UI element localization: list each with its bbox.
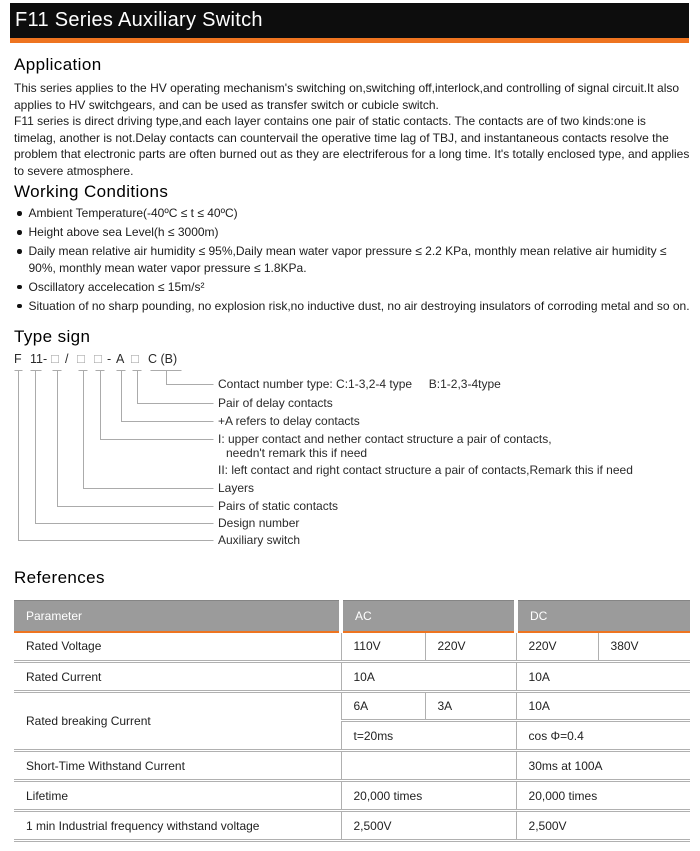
working-condition-item	[14, 224, 690, 241]
cell-value: t=20ms	[341, 721, 516, 751]
cell-value: 10A	[516, 662, 690, 692]
label-design-number: Design number	[218, 516, 300, 530]
application-heading: Application	[14, 55, 102, 74]
references-heading: References	[14, 568, 105, 587]
table-header-row	[14, 601, 690, 632]
cell-param: Short-Time Withstand Current	[14, 751, 341, 781]
label-pair-delay-contacts: Pair of delay contacts	[218, 396, 333, 410]
working-condition-text: Oscillatory accelecation ≤ 15m/s²	[28, 279, 205, 294]
bullet-icon	[17, 304, 22, 309]
formula-token-a: A	[116, 352, 125, 366]
type-sign-diagram	[0, 350, 700, 555]
application-paragraph-2: F11 series is direct driving type,and each layer contains one pair of static contacts. The contacts are of two kinds:one is timelag, another is not.Delay contacts can countervail the operative time lag of TBJ, and instantaneous contacts resolve the problem that electronic parts are often burned out as they are electriferous for a long time. It's totally enclosed type, and applies to severe atmosphere.	[14, 114, 690, 178]
label-structure-i-cont: needn't remark this if need	[226, 446, 368, 460]
formula-token-design: 11-	[30, 352, 48, 366]
title-bar	[10, 3, 689, 38]
bullet-icon	[17, 285, 22, 290]
formula-token-series: F	[14, 352, 22, 366]
cell-value: 30ms at 100A	[516, 751, 690, 781]
label-a-refers-delay: +A refers to delay contacts	[218, 414, 360, 428]
working-conditions-heading: Working Conditions	[14, 182, 169, 201]
cell-value: cos Φ=0.4	[516, 721, 690, 751]
column-header-ac: AC	[341, 601, 516, 632]
bullet-icon	[17, 230, 22, 235]
formula-placeholder-box: □	[51, 351, 59, 366]
table-row-rated-voltage	[14, 632, 690, 662]
working-condition-item	[14, 279, 690, 296]
table-row-short-time	[14, 751, 690, 781]
cell-value: 3A	[425, 692, 516, 721]
cell-param: Rated Voltage	[14, 632, 341, 662]
working-conditions-list	[14, 205, 690, 317]
working-condition-text: Daily mean relative air humidity ≤ 95%,Daily mean water vapor pressure ≤ 2.2 KPa, monthly mean relative air humidity ≤ 90%, monthly mean water vapor pressure ≤ 1.8KPa.	[28, 244, 667, 275]
working-condition-item	[14, 298, 690, 315]
formula-token-dash: -	[107, 352, 112, 366]
column-header-parameter: Parameter	[14, 601, 341, 632]
column-header-dc: DC	[516, 601, 690, 632]
cell-value: 220V	[516, 632, 598, 662]
table-row-rated-breaking-1	[14, 692, 690, 721]
formula-token-slash: /	[65, 352, 69, 366]
table-row-withstand-voltage	[14, 811, 690, 841]
cell-value	[341, 751, 516, 781]
label-pairs-static: Pairs of static contacts	[218, 499, 339, 513]
application-text	[14, 80, 690, 179]
label-structure-i: I: upper contact and nether contact structure a pair of contacts,	[218, 432, 552, 446]
application-paragraph-1: This series applies to the HV operating mechanism's switching on,switching off,interlock,and controlling of signal circuit.It also applies to HV switchgears, and can be used as transfer switch or cubicle switch.	[14, 81, 680, 112]
cell-param: Rated breaking Current	[14, 692, 341, 751]
label-structure-ii: II: left contact and right contact structure a pair of contacts,Remark this if need	[218, 463, 633, 477]
cell-value: 20,000 times	[341, 781, 516, 811]
cell-value: 6A	[341, 692, 425, 721]
cell-param: Lifetime	[14, 781, 341, 811]
working-condition-item	[14, 243, 690, 276]
formula-placeholder-box: □	[94, 351, 102, 366]
label-auxiliary-switch: Auxiliary switch	[218, 533, 301, 547]
working-condition-item	[14, 205, 690, 222]
cell-value: 2,500V	[341, 811, 516, 841]
cell-value: 20,000 times	[516, 781, 690, 811]
title-accent-bar	[10, 38, 689, 43]
working-condition-text: Situation of no sharp pounding, no explosion risk,no inductive dust, no air destroying insulators of corroding metal and so on.	[28, 298, 690, 313]
type-sign-heading: Type sign	[14, 327, 91, 346]
working-condition-text: Ambient Temperature(-40ºC ≤ t ≤ 40ºC)	[28, 206, 238, 220]
label-layers: Layers	[218, 481, 255, 495]
cell-param: 1 min Industrial frequency withstand voltage	[14, 811, 341, 841]
table-row-rated-current	[14, 662, 690, 692]
formula-token-cb: C (B)	[148, 352, 178, 366]
page-title: F11 Series Auxiliary Switch	[15, 9, 263, 31]
cell-value: 10A	[516, 692, 690, 721]
working-condition-text: Height above sea Level(h ≤ 3000m)	[28, 225, 219, 239]
cell-value: 220V	[425, 632, 516, 662]
cell-value: 2,500V	[516, 811, 690, 841]
formula-placeholder-box: □	[131, 351, 139, 366]
cell-value: 110V	[341, 632, 425, 662]
cell-value: 10A	[341, 662, 516, 692]
references-table	[14, 600, 690, 842]
label-contact-number-type: Contact number type: C:1-3,2-4 type B:1-2,3-4type	[218, 377, 501, 391]
cell-value: 380V	[598, 632, 690, 662]
cell-param: Rated Current	[14, 662, 341, 692]
formula-placeholder-box: □	[77, 351, 85, 366]
bullet-icon	[17, 211, 22, 216]
bullet-icon	[17, 249, 22, 254]
table-row-lifetime	[14, 781, 690, 811]
